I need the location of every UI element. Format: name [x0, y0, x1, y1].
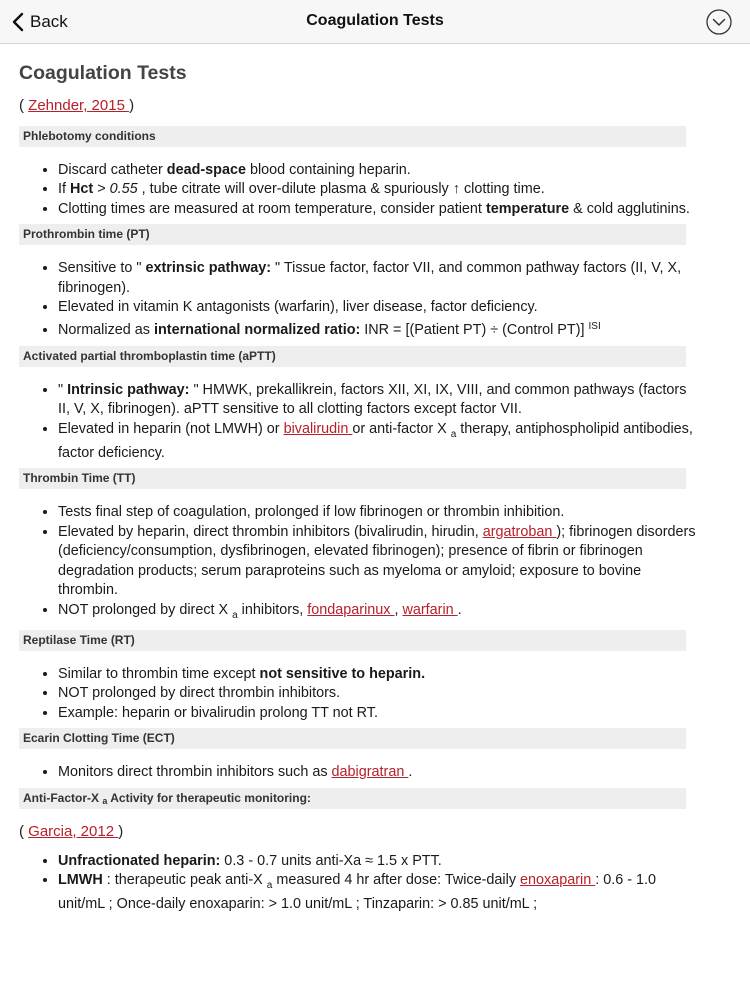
list-item: • Similar to thrombin time except not sensitive to heparin.: [58, 665, 699, 684]
tt-list: [19, 503, 699, 624]
page-title: Coagulation Tests: [19, 62, 187, 84]
reference-citation: ( Garcia, 2012 ): [19, 822, 124, 840]
list-item: • Monitors direct thrombin inhibitors such as dabigratran .: [58, 763, 699, 782]
list-item: • NOT prolonged by direct thrombin inhibitors.: [58, 684, 699, 703]
list-item: • LMWH : therapeutic peak anti-X $_a$ measured 4 hr after dose: Twice-daily enoxaparin : 0.6 - 1.0 unit/mL ; Once-daily enoxaparin: > 1.0 unit/mL ; Tinzaparin: > 0.85 unit/mL ;: [58, 871, 699, 915]
list-item: • Clotting times are measured at room temperature, consider patient temperature & cold agglutinins.: [58, 200, 699, 219]
list-item: • Elevated by heparin, direct thrombin inhibitors (bivalirudin, hirudin, argatroban ); fibrinogen disorders (deficiency/consumption, dysfibrinogen, elevated fibrinogen); presence of fibrin or fibrinogen degradation products; serum paraproteins such as myeloma or amyloid; exposure to bovine thrombin.: [58, 523, 699, 601]
section-header-tt: Thrombin Time (TT): [19, 468, 686, 489]
chevron-down-circle-icon: [706, 9, 732, 35]
list-item: • NOT prolonged by direct X $_a$ inhibitors, fondaparinux , warfarin .: [58, 601, 699, 625]
list-item: • Tests final step of coagulation, prolonged if low fibrinogen or thrombin inhibition.: [58, 503, 699, 522]
navigation-bar: [0, 0, 750, 44]
section-header-aptt: Activated partial thromboplastin time (aPTT): [19, 346, 686, 367]
drug-link-bivalirudin[interactable]: bivalirudin: [283, 420, 353, 437]
list-item: • Unfractionated heparin: 0.3 - 0.7 units anti-Xa ≈ 1.5 x PTT.: [58, 852, 699, 871]
drug-link-warfarin[interactable]: warfarin: [402, 601, 458, 618]
reference-link-garcia[interactable]: Garcia, 2012: [28, 822, 119, 840]
reference-link-zehnder[interactable]: Zehnder, 2015: [28, 97, 130, 114]
article-content: [19, 44, 699, 919]
section-header-ect: Ecarin Clotting Time (ECT): [19, 728, 686, 749]
phlebotomy-list: [19, 161, 699, 219]
anti-xa-list: [19, 852, 699, 915]
list-item: • Example: heparin or bivalirudin prolong TT not RT.: [58, 704, 699, 723]
section-header-pt: Prothrombin time (PT): [19, 224, 686, 245]
aptt-list: [19, 381, 699, 464]
drug-link-argatroban[interactable]: argatroban: [482, 523, 557, 540]
drug-link-enoxaparin[interactable]: enoxaparin: [520, 871, 596, 888]
section-header-phlebotomy: Phlebotomy conditions: [19, 126, 686, 147]
drug-link-dabigratran[interactable]: dabigratran: [331, 764, 409, 781]
reference-citation: ( Zehnder, 2015 ): [19, 97, 135, 114]
pt-list: [19, 259, 699, 341]
back-label: Back: [30, 12, 68, 31]
nav-title: Coagulation Tests: [306, 12, 444, 29]
list-item: • " Intrinsic pathway: " HMWK, prekallikrein, factors XII, XI, IX, VIII, and common pathways (factors II, V, X, fibrinogen). aPTT sensitive to all clotting factors except factor VII.: [58, 381, 699, 420]
section-menu-button[interactable]: [706, 9, 732, 35]
ect-list: [19, 763, 699, 782]
drug-link-fondaparinux[interactable]: fondaparinux: [307, 601, 395, 618]
list-item: • Sensitive to " extrinsic pathway: " Tissue factor, factor VII, and common pathway factors (II, V, X, fibrinogen).: [58, 259, 699, 298]
section-header-rt: Reptilase Time (RT): [19, 630, 686, 651]
list-item: • If Hct > 0.55 , tube citrate will over-dilute plasma & spuriously ↑ clotting time.: [58, 180, 699, 199]
list-item: • Elevated in heparin (not LMWH) or bivalirudin or anti-factor X $_a$ therapy, antiphospholipid antibodies, factor deficiency.: [58, 420, 699, 464]
list-item: • Normalized as international normalized ratio: INR = [(Patient PT) ÷ (Control PT)] $^{ISI}$: [58, 317, 699, 340]
list-item: • Elevated in vitamin K antagonists (warfarin), liver disease, factor deficiency.: [58, 298, 699, 317]
list-item: • Discard catheter dead-space blood containing heparin.: [58, 161, 699, 180]
rt-list: [19, 665, 699, 723]
section-header-anti-xa: Anti-Factor-X $_a$ Activity for therapeutic monitoring:: [19, 788, 686, 809]
